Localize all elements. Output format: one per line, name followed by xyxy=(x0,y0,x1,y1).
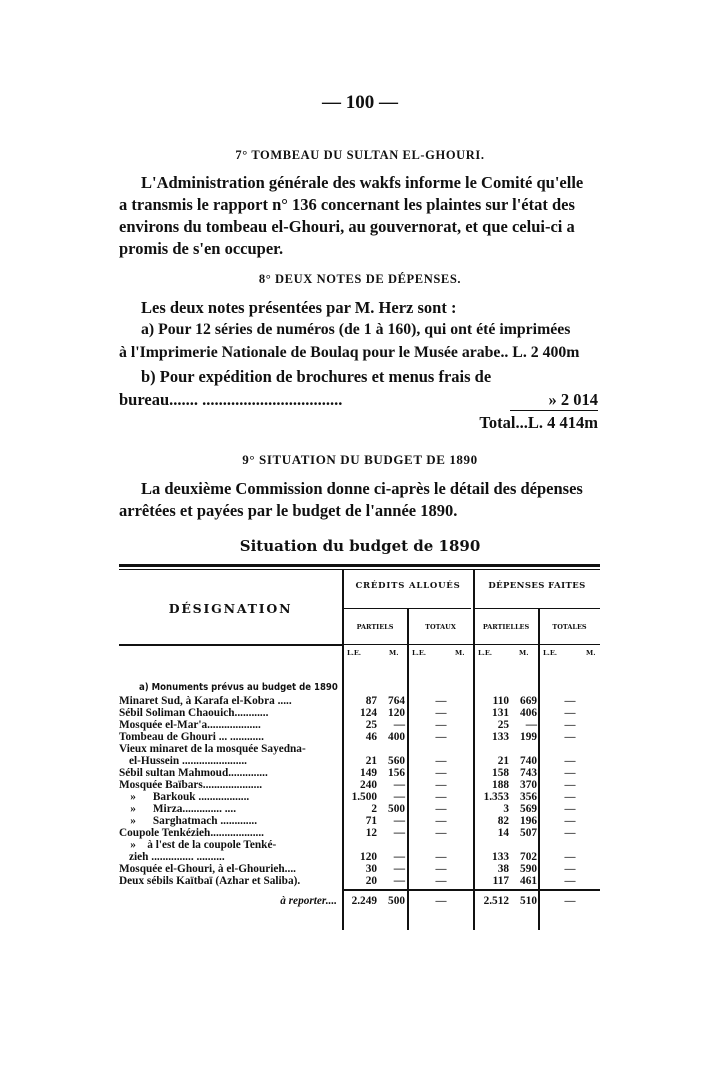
credit-total: — xyxy=(435,707,447,719)
table-row xyxy=(119,839,600,851)
depense-totale: — xyxy=(564,779,576,791)
depense-partielle-m: 199 xyxy=(520,731,537,743)
para-line: La deuxième Commission donne ci-après le détail des dépenses xyxy=(141,479,583,498)
depense-totale: — xyxy=(564,719,576,731)
credit-partiel-le: 30 xyxy=(365,863,377,875)
credit-partiel-le: 124 xyxy=(360,707,377,719)
credit-partiel-m: 120 xyxy=(388,707,405,719)
note-b-amount: » 2 014 xyxy=(510,390,598,411)
depense-partielle-m: 740 xyxy=(520,755,537,767)
credit-partiel-m: — xyxy=(393,875,405,887)
depense-partielle-le: 1.353 xyxy=(483,791,509,803)
unit-m: M. xyxy=(586,649,596,657)
depense-partielle-m: 702 xyxy=(520,851,537,863)
notes-total: Total...L. 4 414m xyxy=(479,413,598,432)
unit-m: M. xyxy=(455,649,465,657)
credit-partiel-le: 87 xyxy=(365,695,377,707)
table-row xyxy=(119,791,600,803)
credit-partiel-le: 12 xyxy=(365,827,377,839)
depense-partielle-le: 131 xyxy=(492,707,509,719)
section-7-heading: 7° TOMBEAU DU SULTAN EL-GHOURI. xyxy=(235,148,485,162)
carry-depense-partielle-m: 510 xyxy=(520,895,537,907)
unit-le: L.E. xyxy=(412,649,427,657)
header-rule xyxy=(344,644,600,645)
row-designation: Mosquée el-Ghouri, à el-Ghourieh.... xyxy=(119,863,296,875)
page-number: — 100 — xyxy=(322,92,398,113)
credit-partiel-m: 560 xyxy=(388,755,405,767)
depense-partielle-m: 590 xyxy=(520,863,537,875)
depense-totale: — xyxy=(564,755,576,767)
row-designation: Minaret Sud, à Karafa el-Kobra ..... xyxy=(119,695,292,707)
depense-partielle-le: 133 xyxy=(492,851,509,863)
row-designation: el-Hussein ....................... xyxy=(129,755,247,767)
table-row xyxy=(119,863,600,875)
table-top-rule-thin xyxy=(119,569,600,570)
depense-totale: — xyxy=(564,803,576,815)
unit-le: L.E. xyxy=(478,649,493,657)
table-row xyxy=(119,731,600,743)
table-row xyxy=(119,767,600,779)
sum-rule xyxy=(344,889,600,891)
para-line: a transmis le rapport n° 136 concernant les plaintes sur l'état des xyxy=(119,195,575,214)
credit-partiel-le: 1.500 xyxy=(351,791,377,803)
depense-partielle-m: 569 xyxy=(520,803,537,815)
depense-partielle-le: 3 xyxy=(503,803,509,815)
credit-total: — xyxy=(435,779,447,791)
header-rule xyxy=(344,608,471,609)
section-8-heading: 8° DEUX NOTES DE DÉPENSES. xyxy=(258,272,462,286)
credit-partiel-le: 71 xyxy=(365,815,377,827)
header-totales: TOTALES xyxy=(552,623,587,631)
credit-total: — xyxy=(435,755,447,767)
table-row xyxy=(119,815,600,827)
depense-partielle-le: 117 xyxy=(492,875,509,887)
credit-partiel-m: — xyxy=(393,791,405,803)
credit-partiel-m: 156 xyxy=(388,767,405,779)
depense-partielle-m: 743 xyxy=(520,767,537,779)
credit-partiel-le: 21 xyxy=(365,755,377,767)
header-partiels: PARTIELS xyxy=(356,623,394,631)
row-designation: Tombeau de Ghouri ... ............ xyxy=(119,731,264,743)
credit-partiel-le: 20 xyxy=(365,875,377,887)
row-designation: Vieux minaret de la mosquée Sayedna- xyxy=(119,743,306,755)
table-row xyxy=(119,851,600,863)
credit-total: — xyxy=(435,791,447,803)
row-designation: Coupole Tenkézieh................... xyxy=(119,827,264,839)
table-row xyxy=(119,719,600,731)
para-line: arrêtées et payées par le budget de l'année 1890. xyxy=(119,501,458,520)
row-designation: » Barkouk .................. xyxy=(119,791,250,803)
carry-credit-partiel-le: 2.249 xyxy=(351,895,377,907)
depense-partielle-m: — xyxy=(525,719,537,731)
depense-totale: — xyxy=(564,695,576,707)
credit-partiel-m: — xyxy=(393,863,405,875)
para-line: L'Administration générale des wakfs informe le Comité qu'elle xyxy=(141,173,584,192)
header-rule xyxy=(475,608,600,609)
credit-partiel-le: 2 xyxy=(371,803,377,815)
credit-total: — xyxy=(435,731,447,743)
table-row xyxy=(119,827,600,839)
row-designation: » Mirza.............. .... xyxy=(119,803,237,815)
depense-totale: — xyxy=(564,815,576,827)
credit-partiel-le: 120 xyxy=(360,851,377,863)
credit-partiel-le: 46 xyxy=(365,731,377,743)
row-designation: Sébil Soliman Chaouich............ xyxy=(119,707,269,719)
table-row xyxy=(119,875,600,887)
carry-credit-total: — xyxy=(435,895,447,907)
credit-partiel-m: 500 xyxy=(388,803,405,815)
carry-credit-partiel-m: 500 xyxy=(388,895,405,907)
depense-partielle-le: 14 xyxy=(497,827,509,839)
depense-partielle-le: 21 xyxy=(497,755,509,767)
header-credits: CRÉDITS ALLOUÉS xyxy=(355,581,461,591)
row-designation: » Sarghatmach ............. xyxy=(119,815,258,827)
credit-partiel-m: — xyxy=(393,719,405,731)
credit-total: — xyxy=(435,851,447,863)
credit-total: — xyxy=(435,875,447,887)
row-designation: Mosquée Baïbars..................... xyxy=(119,779,263,791)
note-b-line1: b) Pour expédition de brochures et menus frais de xyxy=(141,367,492,386)
depense-totale: — xyxy=(564,707,576,719)
depense-partielle-m: 196 xyxy=(520,815,537,827)
header-depenses: DÉPENSES FAITES xyxy=(488,581,586,591)
depense-partielle-m: 406 xyxy=(520,707,537,719)
credit-partiel-m: — xyxy=(393,851,405,863)
section-9-paragraph xyxy=(119,478,600,522)
row-designation: Mosquée el-Mar'a................... xyxy=(119,719,261,731)
depense-partielle-m: 669 xyxy=(520,695,537,707)
table-title: Situation du budget de 1890 xyxy=(239,537,481,555)
carry-forward-row xyxy=(119,895,600,907)
budget-table xyxy=(119,564,600,939)
para-line: promis de s'en occuper. xyxy=(119,239,284,258)
credit-total: — xyxy=(435,815,447,827)
section-9-heading: 9° SITUATION DU BUDGET DE 1890 xyxy=(242,452,478,467)
credit-partiel-m: 764 xyxy=(388,695,405,707)
depense-partielle-le: 133 xyxy=(492,731,509,743)
carry-label: à reporter.... xyxy=(280,895,337,907)
table-subheading: a) Monuments prévus au budget de 1890 xyxy=(139,682,338,693)
unit-m: M. xyxy=(519,649,529,657)
depense-partielle-le: 25 xyxy=(497,719,509,731)
table-top-rule xyxy=(119,564,600,567)
depense-partielle-m: 507 xyxy=(520,827,537,839)
depense-totale: — xyxy=(564,731,576,743)
credit-total: — xyxy=(435,803,447,815)
depense-partielle-le: 158 xyxy=(492,767,509,779)
table-row xyxy=(119,707,600,719)
unit-le: L.E. xyxy=(543,649,558,657)
header-rule xyxy=(119,644,342,646)
depense-partielle-m: 370 xyxy=(520,779,537,791)
depense-partielle-m: 356 xyxy=(520,791,537,803)
header-designation: DÉSIGNATION xyxy=(168,601,293,616)
section-7-paragraph xyxy=(119,172,600,260)
row-designation: zieh ............... .......... xyxy=(129,851,225,863)
credit-partiel-le: 149 xyxy=(360,767,377,779)
credit-partiel-m: — xyxy=(393,815,405,827)
row-designation: » à l'est de la coupole Tenké- xyxy=(119,839,277,851)
header-totaux: TOTAUX xyxy=(425,623,456,631)
credit-total: — xyxy=(435,695,447,707)
credit-partiel-m: — xyxy=(393,779,405,791)
depense-totale: — xyxy=(564,791,576,803)
depense-totale: — xyxy=(564,863,576,875)
carry-depense-totale: — xyxy=(564,895,576,907)
credit-partiel-m: — xyxy=(393,827,405,839)
depense-totale: — xyxy=(564,851,576,863)
depense-partielle-le: 188 xyxy=(492,779,509,791)
unit-m: M. xyxy=(389,649,399,657)
depense-partielle-le: 82 xyxy=(497,815,509,827)
credit-total: — xyxy=(435,827,447,839)
credit-partiel-le: 240 xyxy=(360,779,377,791)
depense-partielle-le: 38 xyxy=(497,863,509,875)
carry-depense-partielle-le: 2.512 xyxy=(483,895,509,907)
unit-le: L.E. xyxy=(347,649,362,657)
note-a-line1: a) Pour 12 séries de numéros (de 1 à 160), qui ont été imprimées xyxy=(141,321,571,338)
table-subheading-row xyxy=(119,682,600,694)
depense-totale: — xyxy=(564,827,576,839)
depense-partielle-m: 461 xyxy=(520,875,537,887)
table-row xyxy=(119,755,600,767)
header-partielles: PARTIELLES xyxy=(482,623,530,631)
table-row xyxy=(119,695,600,707)
depense-partielle-le: 110 xyxy=(492,695,509,707)
table-row xyxy=(119,803,600,815)
table-row xyxy=(119,743,600,755)
depense-totale: — xyxy=(564,767,576,779)
note-b-label: bureau....... .................................. xyxy=(119,390,343,409)
credit-total: — xyxy=(435,863,447,875)
para-line: environs du tombeau el-Ghouri, au gouvernorat, et que celui-ci a xyxy=(119,217,575,236)
row-designation: Deux sébils Kaïtbaï (Azhar et Saliba). xyxy=(119,875,301,887)
credit-total: — xyxy=(435,767,447,779)
note-a-line2: à l'Imprimerie Nationale de Boulaq pour le Musée arabe.. L. 2 400m xyxy=(119,344,580,361)
table-row xyxy=(119,779,600,791)
credit-partiel-le: 25 xyxy=(365,719,377,731)
credit-partiel-m: 400 xyxy=(388,731,405,743)
row-designation: Sébil sultan Mahmoud.............. xyxy=(119,767,268,779)
credit-total: — xyxy=(435,719,447,731)
notes-intro: Les deux notes présentées par M. Herz sont : xyxy=(141,298,457,317)
depense-totale: — xyxy=(564,875,576,887)
